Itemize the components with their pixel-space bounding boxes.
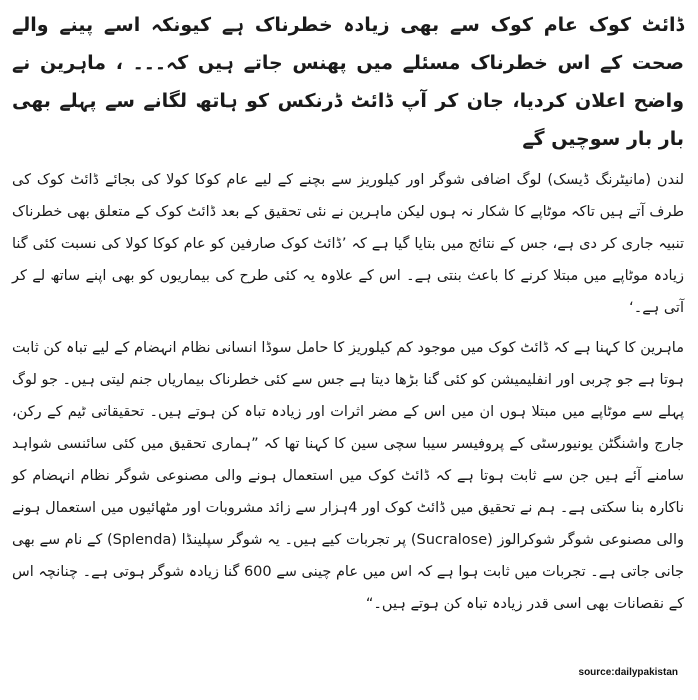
article-paragraph: ماہرین کا کہنا ہے کہ ڈائٹ کوک میں موجود کم کیلوریز کا حامل سوڈا انسانی نظام انہضام کے لیے تباہ کن ثابت ہوتا ہے جو چربی اور انفلیمیشن کو کئی گنا بڑھا دیتا ہے جس سے کئی خطرناک بیماریاں جنم لیتی ہیں۔ جو لوگ پہلے سے موٹاپے میں مبتلا ہوں ان میں اس کے مضر اثرات اور زیادہ تباہ کن ہوتے ہیں۔ تحقیقاتی ٹیم کے رکن، جارج واشنگٹن یونیورسٹی کے پروفیسر سیبا سچی سین کا کہنا تھا کہ ”ہماری تحقیق میں کئی سائنسی شواہد سامنے آئے ہیں جن سے ثابت ہوتا ہے کہ ڈائٹ کوک میں استعمال ہونے والی مصنوعی شوگر نظام انہضام کو ناکارہ بنا سکتی ہے۔ ہم نے تحقیق میں ڈائٹ کوک اور 4ہزار سے زائد مشروبات اور مٹھائیوں میں استعمال ہونے والی مصنوعی شوگر شوکرالوز (Sucralose) پر تجربات کیے ہیں۔ یہ شوگر سپلینڈا (Splenda) کے نام سے بھی جانی جاتی ہے۔ تجربات میں ثابت ہوا ہے کہ اس میں عام چینی سے 600 گنا زیادہ شوگر ہوتی ہے۔ چنانچہ اس کے نقصانات بھی اسی قدر زیادہ تباہ کن ہوتے ہیں۔“ bbox=[12, 340, 684, 612]
article-headline: ڈائٹ کوک عام کوک سے بھی زیادہ خطرناک ہے کیونکہ اسے پینے والے صحت کے اس خطرناک مسئلے میں پھنس جاتے ہیں کہ۔۔۔ ، ماہرین نے واضح اعلان کردیا، جان کر آپ ڈائٹ ڈرنکس کو ہاتھ لگانے سے پہلے بھی بار بار سوچیں گے bbox=[12, 14, 684, 150]
article-paragraph: لندن (مانیٹرنگ ڈیسک) لوگ اضافی شوگر اور کیلوریز سے بچنے کے لیے عام کوکا کولا کی بجائے ڈائٹ کوک کی طرف آتے ہیں تاکہ موٹاپے کا شکار نہ ہوں لیکن ماہرین نے نئی تحقیق کے بعد ڈائٹ کوک کے متعلق بھی خطرناک تنبیہ جاری کر دی ہے، جس کے نتائج میں بتایا گیا ہے کہ ’ڈائٹ کوک صارفین کو عام کوکا کولا کی نسبت کئی گنا زیادہ موٹاپے میں مبتلا کرنے کا باعث بنتی ہے۔ اس کے علاوہ یہ کئی طرح کی بیماریوں کو بھی اپنے ساتھ لے کر آتی ہے۔‘ bbox=[12, 172, 684, 316]
article-body bbox=[12, 6, 684, 628]
source-credit: source:dailypakistan bbox=[578, 667, 678, 678]
